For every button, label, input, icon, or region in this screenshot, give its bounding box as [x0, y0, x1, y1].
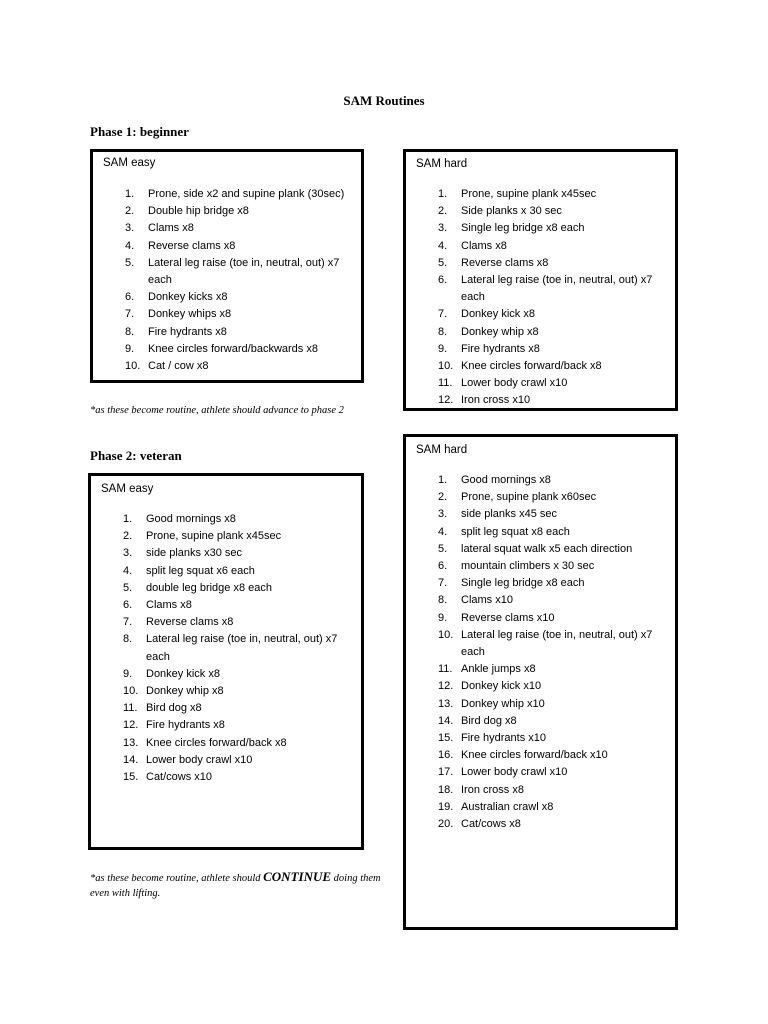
routine-item-number: 10.: [438, 360, 454, 373]
routine-item: [406, 799, 675, 816]
routine-item-text: Lateral leg raise (toe in, neutral, out) x7 each: [461, 628, 653, 659]
phase1-easy-title: SAM easy: [103, 157, 156, 169]
routine-item-text: Bird dog x8: [146, 702, 202, 715]
routine-item: [406, 678, 675, 695]
routine-item-number: 6.: [123, 599, 133, 612]
routine-item-number: 15.: [123, 771, 139, 784]
phase1-easy-box: [90, 149, 364, 383]
routine-item-number: 12.: [438, 680, 454, 693]
routine-item-number: 10.: [125, 360, 141, 373]
phase1-hard-title: SAM hard: [416, 158, 468, 170]
routine-item-number: 5.: [438, 256, 448, 269]
routine-item: [406, 541, 675, 558]
routine-item-text: Donkey kick x8: [461, 308, 535, 321]
routine-item-number: 15.: [438, 732, 454, 745]
routine-item-text: Fire hydrants x8: [148, 325, 227, 338]
routine-item: [91, 683, 361, 700]
routine-item: [93, 203, 361, 220]
routine-item-number: 16.: [438, 749, 454, 762]
routine-item-text: Lower body crawl x10: [146, 753, 253, 766]
routine-item-number: 9.: [125, 342, 135, 355]
routine-item: [406, 489, 675, 506]
routine-item-text: Bird dog x8: [461, 714, 517, 727]
routine-item-number: 19.: [438, 800, 454, 813]
routine-item-text: Ankle jumps x8: [461, 663, 536, 676]
routine-item-number: 6.: [438, 274, 448, 287]
routine-item-text: Knee circles forward/back x8: [461, 360, 602, 373]
routine-item-number: 11.: [123, 702, 138, 715]
routine-item-text: Good mornings x8: [146, 513, 236, 525]
routine-item: [406, 506, 675, 523]
routine-item: [93, 238, 361, 255]
routine-item-text: Knee circles forward/back x8: [146, 736, 287, 749]
routine-item: [406, 592, 675, 609]
routine-item-number: 3.: [438, 222, 448, 235]
phase1-note: *as these become routine, athlete should advance to phase 2: [90, 405, 344, 416]
routine-item-number: 9.: [438, 342, 448, 355]
routine-item: [93, 186, 361, 203]
routine-item: [91, 580, 361, 597]
routine-item-number: 14.: [438, 714, 454, 727]
routine-item: [406, 203, 675, 220]
routine-item: [406, 782, 675, 799]
routine-item: [406, 358, 675, 375]
routine-item-number: 11.: [438, 377, 453, 390]
routine-item: [91, 752, 361, 769]
phase2-easy-box: [88, 473, 364, 850]
routine-item-number: 12.: [123, 719, 139, 732]
routine-item: [91, 769, 361, 786]
routine-item: [91, 511, 361, 528]
phase1-hard-box: [403, 149, 678, 411]
routine-item: [406, 255, 675, 272]
routine-item-text: Knee circles forward/backwards x8: [148, 342, 318, 355]
phase2-easy-list: [91, 511, 361, 786]
routine-item-text: Prone, supine plank x45sec: [146, 530, 282, 543]
routine-item: [406, 661, 675, 678]
routine-item-number: 6.: [125, 291, 135, 304]
routine-item: [91, 614, 361, 631]
routine-item-number: 7.: [123, 616, 133, 629]
routine-item: [93, 324, 361, 341]
routine-item-number: 13.: [123, 736, 139, 749]
routine-item: [406, 306, 675, 323]
routine-item: [93, 289, 361, 306]
phase2-note: [90, 869, 390, 901]
routine-item: [91, 735, 361, 752]
routine-item-text: Knee circles forward/back x10: [461, 749, 608, 762]
page-title: SAM Routines: [343, 93, 425, 108]
routine-item-text: mountain climbers x 30 sec: [461, 560, 595, 573]
routine-item: [406, 341, 675, 358]
routine-item-text: Donkey whips x8: [148, 308, 232, 321]
phase1-heading: Phase 1: beginner: [90, 124, 189, 139]
routine-item-text: Australian crawl x8: [461, 800, 554, 813]
phase1-hard-list: [406, 186, 675, 410]
routine-item-text: Fire hydrants x10: [461, 732, 546, 745]
routine-item: [406, 392, 675, 409]
routine-item-text: Double hip bridge x8: [148, 205, 249, 218]
routine-item-text: split leg squat x6 each: [146, 564, 255, 577]
phase2-heading: Phase 2: veteran: [90, 448, 182, 463]
routine-item: [91, 597, 361, 614]
routine-item-number: 5.: [125, 256, 135, 269]
routine-item-number: 12.: [438, 394, 454, 407]
routine-item: [93, 358, 361, 375]
routine-item: [406, 272, 675, 306]
routine-item-text: Iron cross x8: [461, 783, 524, 796]
routine-item-text: Cat/cows x8: [461, 818, 521, 831]
routine-item: [406, 764, 675, 781]
routine-item-text: Reverse clams x8: [148, 239, 236, 252]
routine-item-text: Iron cross x10: [461, 394, 531, 407]
routine-item-number: 10.: [123, 685, 139, 698]
routine-item: [406, 816, 675, 833]
routine-item-number: 1.: [125, 188, 135, 200]
routine-item-number: 2.: [438, 205, 448, 218]
routine-item-text: Reverse clams x10: [461, 611, 555, 624]
routine-item-text: side planks x30 sec: [146, 547, 242, 560]
routine-item-number: 3.: [438, 508, 448, 521]
routine-item: [93, 220, 361, 237]
routine-item: [91, 631, 361, 665]
routine-item-number: 9.: [438, 611, 448, 624]
routine-item-text: Lateral leg raise (toe in, neutral, out) x7 each: [148, 256, 340, 287]
routine-item-text: Lateral leg raise (toe in, neutral, out) x7 each: [146, 633, 338, 663]
routine-item-text: Lower body crawl x10: [461, 377, 568, 390]
routine-item: [91, 563, 361, 580]
phase2-hard-list: [406, 472, 675, 833]
routine-item-text: Single leg bridge x8 each: [461, 222, 585, 235]
routine-item-text: Donkey kick x10: [461, 680, 542, 693]
routine-item: [91, 528, 361, 545]
routine-item-number: 2.: [438, 491, 448, 504]
routine-item-text: Prone, supine plank x45sec: [461, 188, 597, 200]
routine-item-number: 2.: [123, 530, 133, 543]
routine-item-text: split leg squat x8 each: [461, 525, 570, 538]
routine-item-text: Clams x10: [461, 594, 513, 607]
routine-item-number: 3.: [125, 222, 135, 235]
routine-item: [406, 524, 675, 541]
routine-item-text: Clams x8: [461, 239, 507, 252]
routine-item-text: Fire hydrants x8: [146, 719, 225, 732]
routine-item-number: 7.: [438, 308, 448, 321]
routine-item-number: 6.: [438, 560, 448, 573]
routine-item-number: 13.: [438, 697, 454, 710]
routine-item: [406, 713, 675, 730]
routine-item: [91, 717, 361, 734]
routine-item: [406, 610, 675, 627]
phase1-easy-list: [93, 186, 361, 375]
routine-item-text: Lower body crawl x10: [461, 766, 568, 779]
routine-item-text: Donkey whip x10: [461, 697, 545, 710]
routine-item: [91, 545, 361, 562]
routine-item-number: 9.: [123, 667, 133, 680]
routine-item: [406, 324, 675, 341]
routine-item-text: Prone, supine plank x60sec: [461, 491, 597, 504]
routine-item-number: 11.: [438, 663, 453, 676]
routine-item-number: 14.: [123, 753, 139, 766]
phase2-easy-title: SAM easy: [101, 483, 154, 495]
routine-item: [93, 341, 361, 358]
routine-item: [406, 472, 675, 489]
routine-item-number: 8.: [438, 594, 448, 607]
routine-item-number: 4.: [123, 564, 133, 577]
routine-item-text: Cat / cow x8: [148, 360, 209, 373]
routine-item-number: 8.: [123, 633, 133, 646]
routine-item-number: 7.: [438, 577, 448, 590]
routine-item-text: Reverse clams x8: [461, 256, 549, 269]
routine-item-text: Single leg bridge x8 each: [461, 577, 585, 590]
routine-item: [406, 696, 675, 713]
routine-item-number: 1.: [438, 474, 448, 486]
routine-item-number: 2.: [125, 205, 135, 218]
routine-item: [406, 186, 675, 203]
routine-item-text: Fire hydrants x8: [461, 342, 540, 355]
routine-item-number: 10.: [438, 628, 454, 641]
routine-item-number: 20.: [438, 818, 454, 831]
routine-item: [406, 730, 675, 747]
routine-item-text: Donkey whip x8: [461, 325, 539, 338]
routine-item: [91, 700, 361, 717]
routine-item-text: Lateral leg raise (toe in, neutral, out) x7 each: [461, 274, 653, 304]
routine-item-number: 8.: [438, 325, 448, 338]
routine-item: [406, 747, 675, 764]
routine-item-number: 1.: [123, 513, 133, 525]
routine-item: [93, 255, 361, 289]
routine-item: [406, 558, 675, 575]
routine-item-number: 4.: [438, 525, 448, 538]
routine-item-text: Clams x8: [146, 599, 192, 612]
routine-item-number: 5.: [123, 581, 133, 594]
phase2-note-emphasis: CONTINUE: [263, 869, 332, 884]
phase2-note-before: *as these become routine, athlete should: [90, 873, 264, 884]
routine-item-text: side planks x45 sec: [461, 508, 557, 521]
routine-item-number: 3.: [123, 547, 133, 560]
routine-item: [406, 220, 675, 237]
routine-item-number: 4.: [438, 239, 448, 252]
routine-item-text: Clams x8: [148, 222, 194, 235]
routine-item: [406, 375, 675, 392]
routine-item-number: 4.: [125, 239, 135, 252]
routine-item-number: 1.: [438, 188, 448, 200]
routine-item-text: Donkey kick x8: [146, 667, 220, 680]
routine-item-text: Donkey kicks x8: [148, 291, 228, 304]
phase2-note-after: doing them even with lifting.: [90, 873, 381, 899]
routine-item-number: 7.: [125, 308, 135, 321]
routine-item-text: Reverse clams x8: [146, 616, 234, 629]
routine-item: [93, 306, 361, 323]
routine-item: [406, 627, 675, 661]
routine-item: [406, 575, 675, 592]
routine-item-text: Cat/cows x10: [146, 771, 213, 784]
routine-item: [406, 238, 675, 255]
routine-item-number: 5.: [438, 542, 448, 555]
routine-item-number: 18.: [438, 783, 454, 796]
routine-item-text: double leg bridge x8 each: [146, 581, 272, 594]
routine-item-number: 17.: [438, 766, 454, 779]
routine-item-number: 8.: [125, 325, 135, 338]
routine-item-text: Donkey whip x8: [146, 685, 224, 698]
routine-item-text: Good mornings x8: [461, 474, 551, 486]
routine-item-text: Prone, side x2 and supine plank (30sec): [148, 188, 345, 200]
phase2-hard-box: [403, 434, 678, 930]
routine-item-text: Side planks x 30 sec: [461, 205, 562, 218]
routine-item-text: lateral squat walk x5 each direction: [461, 542, 633, 555]
routine-item: [91, 666, 361, 683]
phase2-hard-title: SAM hard: [416, 444, 468, 456]
